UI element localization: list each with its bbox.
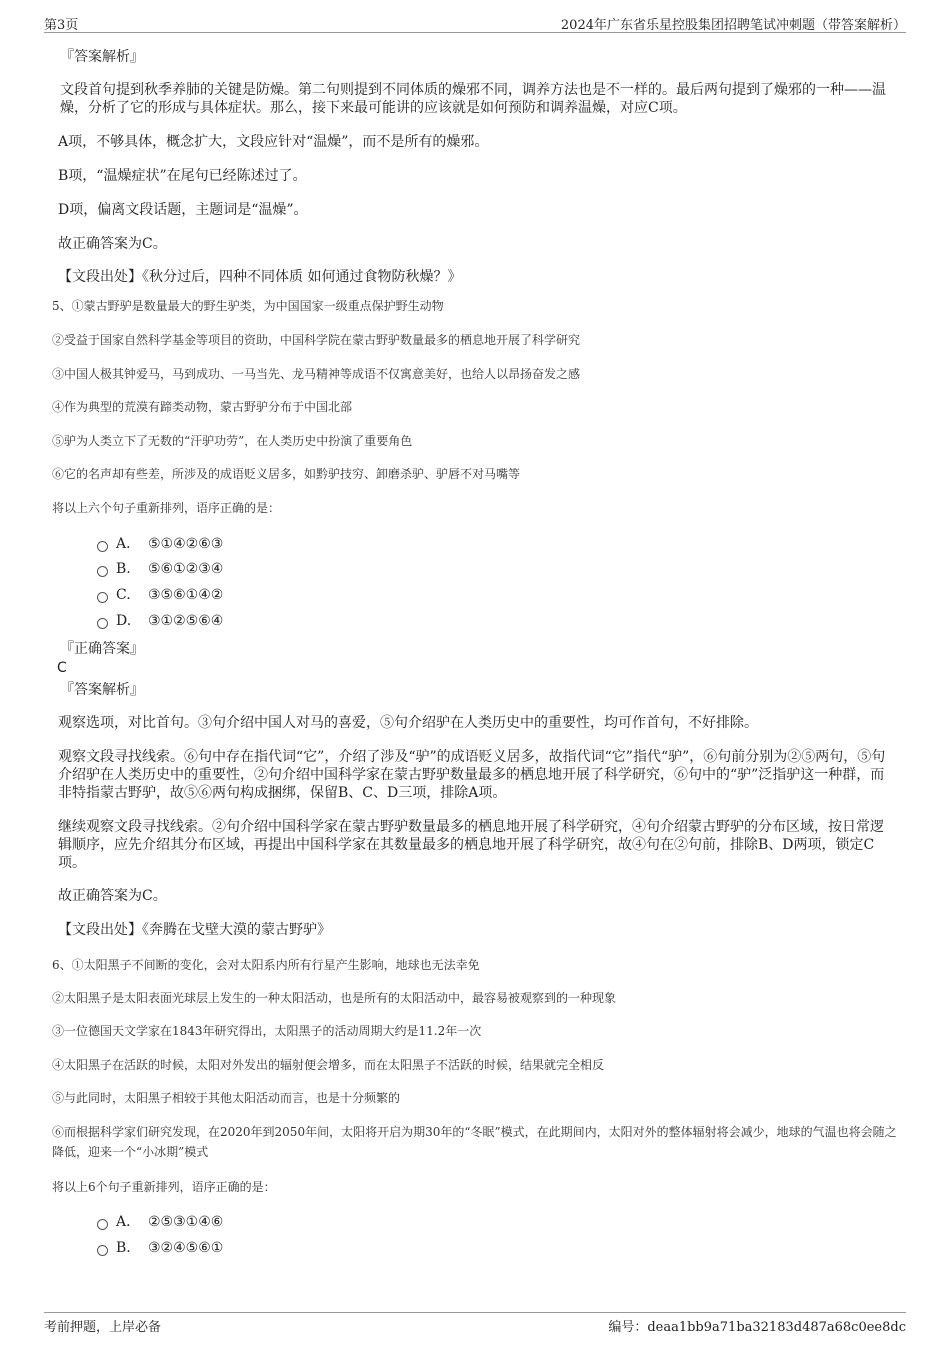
q5-sentence-2: ②受益于国家自然科学基金等项目的资助，中国科学院在蒙古野驴数量最多的栖息地开展了科学研究 [52, 333, 581, 347]
option-letter: B. [116, 561, 131, 577]
q4-analysis-paragraph: 文段首句提到秋季养肺的关键是防燥。第二句则提到不同体质的燥邪不同，调养方法也是不一样的。最后两句提到了燥邪的一种——温燥，分析了它的形成与具体症状。那么，接下来最可能讲的应该就是如何预防和调养温燥，对应C项。 [60, 82, 886, 116]
radio-button[interactable] [97, 566, 108, 577]
q6-prompt: 将以上6个句子重新排列，语序正确的是： [52, 1180, 276, 1194]
q5-option-d[interactable] [97, 612, 223, 630]
option-letter: A． [116, 536, 141, 552]
option-text: ②⑤③①④⑥ [148, 1214, 224, 1230]
q5-option-c[interactable] [97, 586, 223, 604]
option-text: ③⑤⑥①④② [148, 587, 224, 603]
q5-sentence-4: ④作为典型的荒漠有蹄类动物，蒙古野驴分布于中国北部 [52, 400, 353, 414]
document-code: 编号：deaa1bb9a71ba32183d487a68c0ee8dc [608, 1320, 906, 1335]
q5-sentence-5: ⑤驴为人类立下了无数的“汗驴功劳”，在人类历史中扮演了重要角色 [52, 434, 413, 448]
page-header [44, 12, 906, 33]
q5-option-a[interactable] [97, 535, 223, 553]
q5-sentence-3: ③中国人极其钟爱马，马到成功、一马当先、龙马精神等成语不仅寓意美好，也给人以昂扬奋发之感 [52, 367, 581, 381]
q6-sentence-1: 6、①太阳黑子不间断的变化，会对太阳系内所有行星产生影响，地球也无法幸免 [52, 958, 480, 972]
q5-sentence-1: 5、①蒙古野驴是数量最大的野生驴类，为中国国家一级重点保护野生动物 [52, 299, 444, 313]
q6-option-a[interactable] [97, 1213, 223, 1231]
option-text: ⑤①④②⑥③ [148, 536, 224, 552]
q5-conclusion: 故正确答案为C。 [58, 888, 167, 904]
radio-button[interactable] [97, 1245, 108, 1256]
q5-analysis-label: 『答案解析』 [60, 682, 144, 698]
option-text: ⑤⑥①②③④ [148, 561, 224, 577]
radio-button[interactable] [97, 1219, 108, 1230]
document-title: 2024年广东省乐星控股集团招聘笔试冲刺题（带答案解析） [560, 18, 906, 33]
q4-source: 【文段出处】《秋分过后，四种不同体质 如何通过食物防秋燥？》 [58, 269, 462, 285]
option-text: ③①②⑤⑥④ [148, 613, 224, 629]
q5-analysis-paragraph-3: 继续观察文段寻找线索。②句介绍中国科学家在蒙古野驴数量最多的栖息地开展了科学研究，④句介绍蒙古野驴的分布区域，按日常逻辑顺序，应先介绍其分布区域，再提出中国科学家在其数量最多的栖息地开展了科学研究，故④句在②句前，排除B、D两项，锁定C项。 [58, 819, 884, 871]
option-letter: B. [116, 1240, 131, 1256]
option-text: ③②④⑤⑥① [148, 1240, 224, 1256]
option-letter: D. [116, 613, 132, 629]
q6-option-b[interactable] [97, 1239, 223, 1257]
q4-conclusion: 故正确答案为C。 [58, 236, 167, 252]
option-letter: C. [116, 587, 131, 603]
q4-analysis-option-b: B项，“温燥症状”在尾句已经陈述过了。 [58, 168, 307, 184]
page-number: 第3页 [44, 18, 79, 33]
radio-button[interactable] [97, 592, 108, 603]
page-footer [44, 1312, 906, 1337]
q5-sentence-6: ⑥它的名声却有些差，所涉及的成语贬义居多，如黔驴技穷、卸磨杀驴、驴唇不对马嘴等 [52, 467, 521, 481]
q6-sentence-6: ⑥而根据科学家们研究发现，在2020年到2050年间，太阳将开启为期30年的“冬眠”模式，在此期间内，太阳对外的整体辐射将会减少，地球的气温也将会随之降低，迎来一个“小冰期”模式 [52, 1125, 897, 1159]
q4-analysis-option-a: A项，不够具体，概念扩大，文段应针对“温燥”，而不是所有的燥邪。 [58, 134, 489, 150]
radio-button[interactable] [97, 618, 108, 629]
q4-analysis-label: 『答案解析』 [60, 49, 144, 65]
q6-sentence-4: ④太阳黑子在活跃的时候，太阳对外发出的辐射便会增多，而在太阳黑子不活跃的时候，结果就完全相反 [52, 1058, 605, 1072]
option-letter: A． [116, 1214, 141, 1230]
q5-analysis-paragraph-2: 观察文段寻找线索。⑥句中存在指代词“它”，介绍了涉及“驴”的成语贬义居多，故指代词“它”指代“驴”，⑥句前分别为②⑤两句，⑤句介绍驴在人类历史中的重要性，②句介绍中国科学家在蒙古野驴数量最多的栖息地开展了科学研究，⑥句中的“驴”泛指驴这一种群，而非特指蒙古野驴，故⑤⑥两句构成捆绑，保留B、C、D三项，排除A项。 [58, 749, 886, 801]
q6-sentence-2: ②太阳黑子是太阳表面光球层上发生的一种太阳活动，也是所有的太阳活动中，最容易被观察到的一种现象 [52, 991, 617, 1005]
footer-slogan: 考前押题，上岸必备 [44, 1320, 162, 1335]
q5-answer: C [57, 660, 67, 676]
radio-button[interactable] [97, 541, 108, 552]
q4-analysis-option-d: D项，偏离文段话题，主题词是“温燥”。 [58, 202, 308, 218]
q5-analysis-paragraph-1: 观察选项，对比首句。③句介绍中国人对马的喜爱，⑤句介绍驴在人类历史中的重要性，均可作首句，不好排除。 [58, 715, 758, 731]
q5-prompt: 将以上六个句子重新排列，语序正确的是： [52, 501, 281, 515]
q6-sentence-5: ⑤与此同时，太阳黑子相较于其他太阳活动而言，也是十分频繁的 [52, 1091, 401, 1105]
q6-sentence-3: ③一位德国天文学家在1843年研究得出，太阳黑子的活动周期大约是11.2年一次 [52, 1024, 482, 1038]
q5-answer-label: 『正确答案』 [60, 641, 144, 657]
q5-option-b[interactable] [97, 560, 223, 578]
q5-source: 【文段出处】《奔腾在戈壁大漠的蒙古野驴》 [58, 922, 331, 938]
